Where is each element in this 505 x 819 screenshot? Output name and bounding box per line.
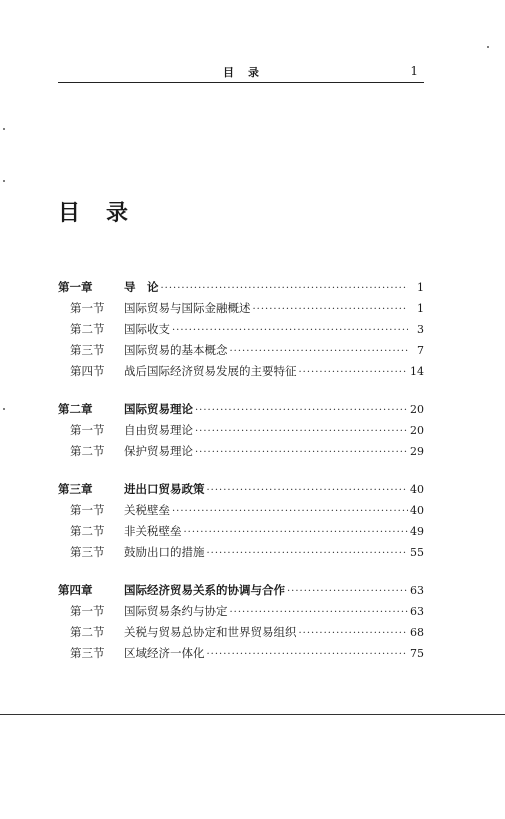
section-entry bbox=[58, 643, 424, 664]
section-entry-title: 关税壁垒 bbox=[124, 503, 170, 517]
section-entry-title: 关税与贸易总协定和世界贸易组织 bbox=[124, 625, 297, 639]
leader-dots bbox=[299, 362, 409, 383]
section-entry-page-number: 40 bbox=[410, 504, 424, 517]
leader-dots bbox=[207, 644, 409, 665]
toc-heading: 目录 bbox=[58, 201, 155, 226]
chapter-entry-label: 第二章 bbox=[58, 402, 93, 416]
leader-dots bbox=[184, 522, 409, 543]
scan-speck bbox=[487, 46, 489, 48]
running-head-page-number: 1 bbox=[410, 64, 418, 78]
section-entry-page-number: 55 bbox=[410, 546, 424, 559]
leader-dots bbox=[172, 320, 408, 341]
section-entry bbox=[58, 319, 424, 340]
section-entry-label: 第一节 bbox=[70, 301, 105, 315]
section-entry bbox=[58, 601, 424, 622]
section-entry bbox=[58, 542, 424, 563]
table-of-contents bbox=[58, 277, 424, 681]
chapter-entry bbox=[58, 277, 424, 298]
chapter-entry-page-number: 40 bbox=[410, 483, 424, 496]
section-entry-label: 第四节 bbox=[70, 364, 105, 378]
leader-dots bbox=[230, 602, 409, 623]
section-entry-page-number: 75 bbox=[410, 647, 424, 660]
section-entry-title: 非关税壁垒 bbox=[124, 524, 182, 538]
section-entry bbox=[58, 340, 424, 361]
section-entry-page-number: 1 bbox=[417, 302, 424, 315]
section-entry-label: 第二节 bbox=[70, 524, 105, 538]
section-entry-title: 战后国际经济贸易发展的主要特征 bbox=[124, 364, 297, 378]
section-entry-label: 第一节 bbox=[70, 423, 105, 437]
chapter-entry-page-number: 63 bbox=[410, 584, 424, 597]
section-entry-title: 自由贸易理论 bbox=[124, 423, 193, 437]
section-entry-label: 第一节 bbox=[70, 604, 105, 618]
scan-speck bbox=[3, 180, 5, 182]
leader-dots bbox=[253, 299, 409, 320]
chapter-entry-label: 第三章 bbox=[58, 482, 93, 496]
section-entry-page-number: 63 bbox=[410, 605, 424, 618]
section-entry-title: 国际贸易的基本概念 bbox=[124, 343, 228, 357]
section-entry bbox=[58, 500, 424, 521]
scan-speck bbox=[3, 408, 5, 410]
section-entry-page-number: 29 bbox=[410, 445, 424, 458]
leader-dots bbox=[299, 623, 409, 644]
leader-dots bbox=[172, 501, 408, 522]
leader-dots bbox=[207, 480, 409, 501]
section-entry-label: 第一节 bbox=[70, 503, 105, 517]
toc-chapter bbox=[58, 580, 424, 664]
section-entry bbox=[58, 441, 424, 462]
section-entry-page-number: 49 bbox=[410, 525, 424, 538]
chapter-entry-title: 导 论 bbox=[124, 280, 159, 294]
leader-dots bbox=[230, 341, 409, 362]
section-entry-title: 区域经济一体化 bbox=[124, 646, 205, 660]
section-entry bbox=[58, 521, 424, 542]
chapter-entry-title: 进出口贸易政策 bbox=[124, 482, 205, 496]
section-entry-title: 保护贸易理论 bbox=[124, 444, 193, 458]
leader-dots bbox=[195, 421, 408, 442]
section-entry-page-number: 14 bbox=[410, 365, 424, 378]
chapter-entry-title: 国际经济贸易关系的协调与合作 bbox=[124, 583, 285, 597]
section-entry-title: 国际贸易条约与协定 bbox=[124, 604, 228, 618]
chapter-entry bbox=[58, 580, 424, 601]
section-entry-page-number: 68 bbox=[410, 626, 424, 639]
section-entry bbox=[58, 622, 424, 643]
section-entry-page-number: 3 bbox=[417, 323, 424, 336]
bottom-rule bbox=[0, 714, 505, 715]
section-entry-page-number: 20 bbox=[410, 424, 424, 437]
running-head bbox=[58, 64, 424, 83]
section-entry-label: 第二节 bbox=[70, 625, 105, 639]
section-entry-label: 第二节 bbox=[70, 444, 105, 458]
section-entry bbox=[58, 420, 424, 441]
leader-dots bbox=[207, 543, 409, 564]
toc-chapter bbox=[58, 399, 424, 462]
section-entry-label: 第三节 bbox=[70, 646, 105, 660]
section-entry bbox=[58, 298, 424, 319]
toc-chapter bbox=[58, 277, 424, 382]
chapter-entry-label: 第一章 bbox=[58, 280, 93, 294]
section-entry-title: 国际收支 bbox=[124, 322, 170, 336]
chapter-entry-title: 国际贸易理论 bbox=[124, 402, 193, 416]
scan-speck bbox=[3, 128, 5, 130]
chapter-entry bbox=[58, 399, 424, 420]
leader-dots bbox=[195, 400, 408, 421]
section-entry-label: 第二节 bbox=[70, 322, 105, 336]
chapter-entry-label: 第四章 bbox=[58, 583, 93, 597]
leader-dots bbox=[161, 278, 409, 299]
leader-dots bbox=[195, 442, 408, 463]
running-head-title: 目录 bbox=[223, 66, 273, 79]
section-entry-title: 国际贸易与国际金融概述 bbox=[124, 301, 251, 315]
chapter-entry-page-number: 20 bbox=[410, 403, 424, 416]
section-entry-page-number: 7 bbox=[417, 344, 424, 357]
section-entry-label: 第三节 bbox=[70, 545, 105, 559]
section-entry-label: 第三节 bbox=[70, 343, 105, 357]
leader-dots bbox=[287, 581, 408, 602]
chapter-entry bbox=[58, 479, 424, 500]
section-entry-title: 鼓励出口的措施 bbox=[124, 545, 205, 559]
chapter-entry-page-number: 1 bbox=[417, 281, 424, 294]
toc-chapter bbox=[58, 479, 424, 563]
section-entry bbox=[58, 361, 424, 382]
